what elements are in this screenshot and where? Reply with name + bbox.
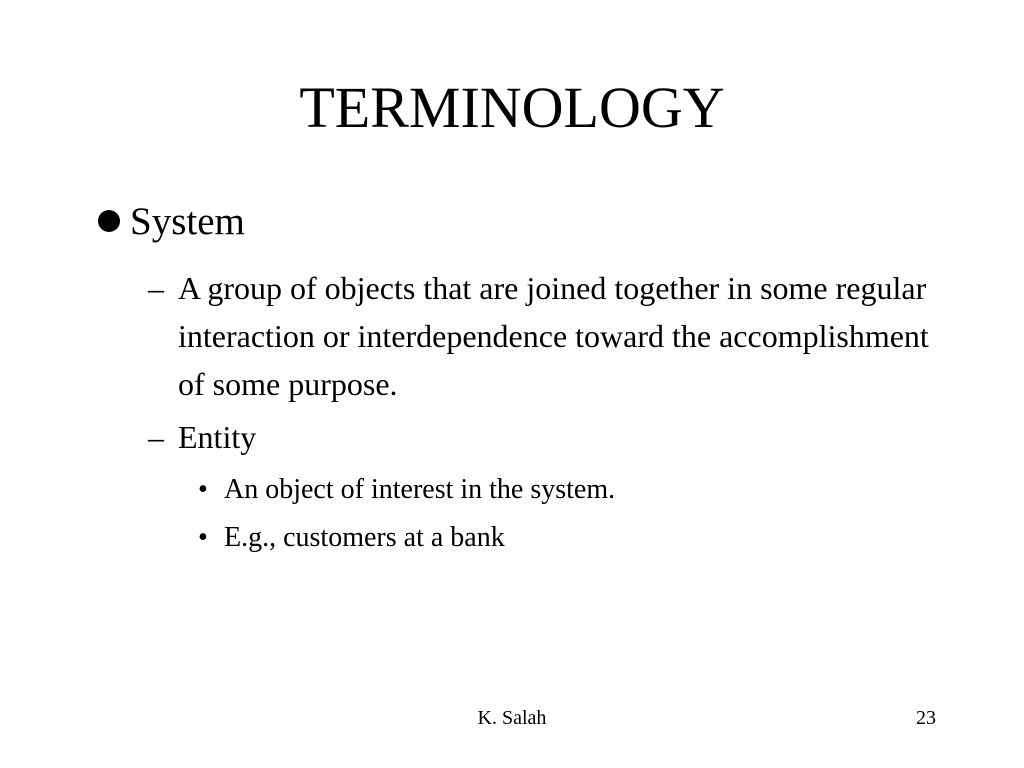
entity-item [198, 470, 615, 510]
definition-text: A group of objects that are joined together in some regular interaction or interdependence toward the accomplishment of some purpose. [178, 270, 929, 402]
footer-page-number: 23 [916, 707, 936, 729]
bullet-system [98, 198, 245, 246]
dot-bullet-icon: • [198, 474, 208, 505]
sub-bullet-entity [148, 413, 256, 461]
footer-author: K. Salah [477, 707, 547, 729]
filled-circle-bullet-icon [98, 210, 120, 232]
entity-label: Entity [178, 419, 257, 455]
dash-marker: – [148, 419, 164, 455]
bullet-system-label: System [130, 200, 245, 243]
entity-item-text: An object of interest in the system. [224, 474, 616, 505]
sub-bullet-definition [148, 264, 938, 408]
entity-item [198, 518, 505, 558]
entity-item-text: E.g., customers at a bank [224, 522, 505, 553]
dash-marker: – [148, 270, 164, 306]
dot-bullet-icon: • [198, 522, 208, 553]
slide-title: TERMINOLOGY [299, 75, 725, 140]
